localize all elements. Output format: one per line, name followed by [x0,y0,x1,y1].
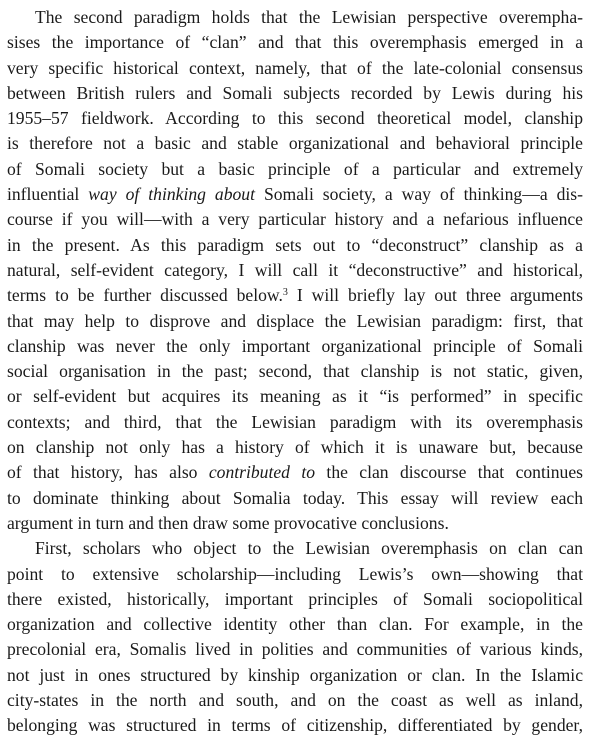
text-segment: natural, self-evident category, I will call it “deconstructive” and historical, [7,259,583,280]
text-line [7,688,583,713]
text-segment: belonging was structured in terms of citizenship, differentiated by gender, [7,715,583,736]
text-segment: the clan discourse that continues [315,462,583,483]
text-line [7,106,583,131]
paragraph [7,5,583,536]
text-segment: Somali society, a way of thinking—a dis- [255,184,583,205]
text-line [7,334,583,359]
text-line [7,486,583,511]
italic-phrase: way of thinking about [88,184,255,205]
text-line [7,612,583,637]
text-segment: clanship was never the only important organizational principle of Somali [7,335,583,356]
text-line [7,81,583,106]
text-segment: organization and collective identity other than clan. For example, in the [7,614,583,635]
text-segment: to dominate thinking about Somalia today. This essay will review each [7,487,583,508]
text-line [7,562,583,587]
text-segment: First, scholars who object to the Lewisian overemphasis on clan can [35,538,583,559]
text-segment: argument in turn and then draw some provocative conclusions. [7,512,449,533]
text-line [7,713,583,738]
text-segment: on clanship not only has a history of which it is unaware but, because [7,437,583,458]
text-segment: precolonial era, Somalis lived in polities and communities of various kinds, [7,639,583,660]
text-segment: is therefore not a basic and stable organizational and behavioral principle [7,133,583,154]
text-segment: social organisation in the past; second, that clanship is not static, given, [7,361,583,382]
text-segment: or self-evident but acquires its meaning as it “is performed” in specific [7,386,583,407]
text-line [7,207,583,232]
text-line [7,309,583,334]
text-line [7,511,583,536]
italic-phrase: contributed to [208,462,316,483]
text-line [7,460,583,485]
text-segment: influential [7,184,89,205]
text-line [7,663,583,688]
text-line [7,56,583,81]
text-segment: between British rulers and Somali subjects recorded by Lewis during his [7,82,583,103]
text-line [7,536,583,561]
text-line [7,410,583,435]
text-line [7,283,583,308]
text-line [7,587,583,612]
text-segment: in the present. As this paradigm sets out to “deconstruct” clanship as a [7,234,583,255]
text-segment: sises the importance of “clan” and that this overemphasis emerged in a [7,32,583,53]
text-line [7,182,583,207]
text-segment: of Somali society but a basic principle of a particular and extremely [7,158,583,179]
text-segment: not just in ones structured by kinship organization or clan. In the Islamic [7,664,583,685]
text-segment: there existed, historically, important principles of Somali sociopolitical [7,588,583,609]
text-body [7,5,583,739]
text-segment: 1955–57 fieldwork. According to this second theoretical model, clanship [7,108,583,129]
text-line [7,30,583,55]
text-segment: that may help to disprove and displace the Lewisian paradigm: first, that [7,310,583,331]
text-line [7,359,583,384]
text-line [7,5,583,30]
text-segment: contexts; and third, that the Lewisian paradigm with its overemphasis [7,411,583,432]
footnote-marker: 3 [282,287,288,299]
text-segment: of that history, has also [7,462,209,483]
text-segment: point to extensive scholarship—including Lewis’s own—showing that [7,563,583,584]
document-page [7,5,583,739]
text-segment: The second paradigm holds that the Lewisian perspective overempha- [35,7,583,27]
text-line [7,131,583,156]
text-line [7,435,583,460]
text-segment: very specific historical context, namely, that of the late-colonial consensus [7,57,583,78]
text-segment: terms to be further discussed below. [7,285,283,306]
text-line [7,637,583,662]
text-segment: I will briefly lay out three arguments [287,285,583,306]
text-line [7,384,583,409]
text-line [7,233,583,258]
text-line [7,157,583,182]
text-segment: course if you will—with a very particular history and a nefarious influence [7,209,583,230]
paragraph [7,536,583,738]
text-line [7,258,583,283]
text-segment: city-states in the north and south, and on the coast as well as inland, [7,690,583,711]
